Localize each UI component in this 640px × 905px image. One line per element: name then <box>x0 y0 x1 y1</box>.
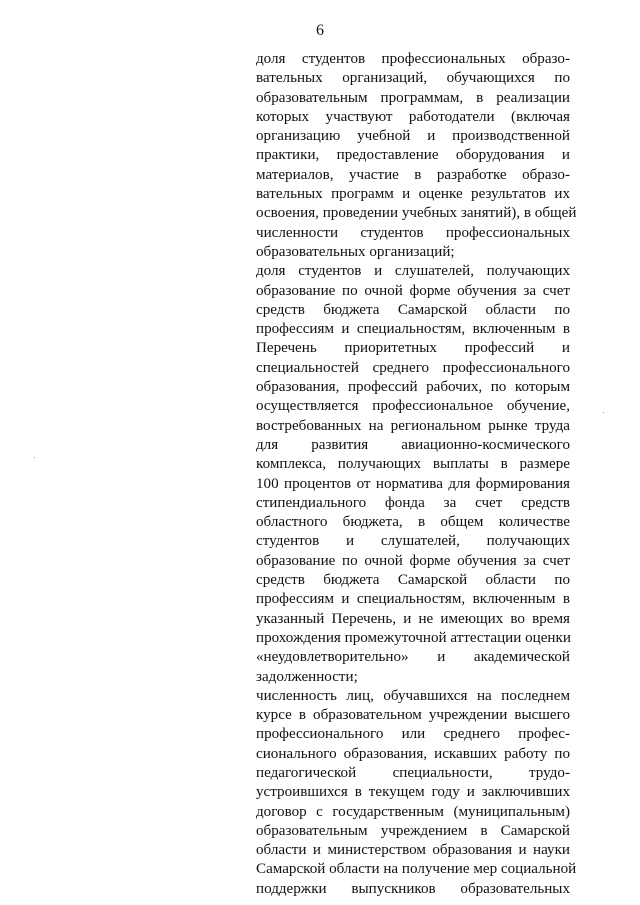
text-line: численности студентов профессиональных <box>256 224 570 241</box>
text-line: доля студентов профессиональных образо- <box>256 51 570 67</box>
text-line: осуществляется профессиональное обучение, <box>256 398 570 415</box>
text-line: образование по очной форме обучения за счет <box>256 282 570 299</box>
text-line: курсе в образовательном учреждении высшего <box>256 707 570 724</box>
text-line: указанный Перечень, и не имеющих во время <box>256 610 570 627</box>
text-line: профессиям и специальностям, включенным в <box>256 321 570 338</box>
text-line: Перечень приоритетных профессий и <box>256 340 570 357</box>
text-line: средств бюджета Самарской области по <box>256 301 570 318</box>
text-line: организацию учебной и производственной <box>256 128 570 145</box>
text-line: образование по очной форме обучения за счет <box>256 552 570 569</box>
text-line: «неудовлетворительно» и академической <box>256 649 570 666</box>
paragraph <box>256 262 570 687</box>
text-line: которых участвуют работодатели (включая <box>256 108 570 125</box>
text-line: образовательным программам, в реализации <box>256 89 570 106</box>
text-line: устроившихся в текущем году и заключивших <box>256 784 570 801</box>
text-line: вательных организаций, обучающихся по <box>256 70 570 87</box>
scan-speck <box>603 412 604 413</box>
text-line: поддержки выпускников образовательных <box>256 880 570 897</box>
text-line: 100 процентов от норматива для формирования <box>256 475 570 492</box>
scan-speck <box>34 457 35 458</box>
text-line: задолженности; <box>256 668 358 685</box>
text-line: договор с государственным (муниципальным) <box>256 803 570 820</box>
text-line: материалов, участие в разработке образо- <box>256 166 570 183</box>
text-line: профессиям и специальностям, включенным в <box>256 591 570 608</box>
paragraph <box>256 50 577 262</box>
body-text-column <box>256 50 577 899</box>
text-line: образовательным учреждением в Самарской <box>256 822 570 839</box>
text-line: прохождения промежуточной аттестации оценки <box>256 629 571 646</box>
text-line: средств бюджета Самарской области по <box>256 572 570 589</box>
text-line: освоения, проведении учебных занятий), в общей <box>256 205 577 222</box>
text-line: областного бюджета, в общем количестве <box>256 514 570 531</box>
text-line: сионального образования, искавших работу по <box>256 745 570 762</box>
text-line: востребованных на региональном рынке труда <box>256 417 570 434</box>
text-line: образования, профессий рабочих, по которым <box>256 379 570 396</box>
paragraph <box>256 687 577 899</box>
text-line: доля студентов и слушателей, получающих <box>256 263 570 280</box>
page-number: 6 <box>316 22 324 39</box>
text-line: численность лиц, обучавшихся на последнем <box>256 687 570 704</box>
text-line: вательных программ и оценке результатов их <box>256 186 570 203</box>
text-line: стипендиального фонда за счет средств <box>256 494 570 511</box>
text-line: практики, предоставление оборудования и <box>256 147 570 164</box>
text-line: педагогической специальности, трудо- <box>256 764 570 781</box>
text-line: области и министерством образования и науки <box>256 842 570 859</box>
text-line: студентов и слушателей, получающих <box>256 533 570 550</box>
text-line: профессионального или среднего профес- <box>256 726 570 743</box>
text-line: Самарской области на получение мер социальной <box>256 861 577 878</box>
text-line: образовательных организаций; <box>256 243 455 260</box>
text-line: для развития авиационно-космического <box>256 436 570 453</box>
text-line: комплекса, получающих выплаты в размере <box>256 456 570 473</box>
text-line: специальностей среднего профессионального <box>256 359 570 376</box>
